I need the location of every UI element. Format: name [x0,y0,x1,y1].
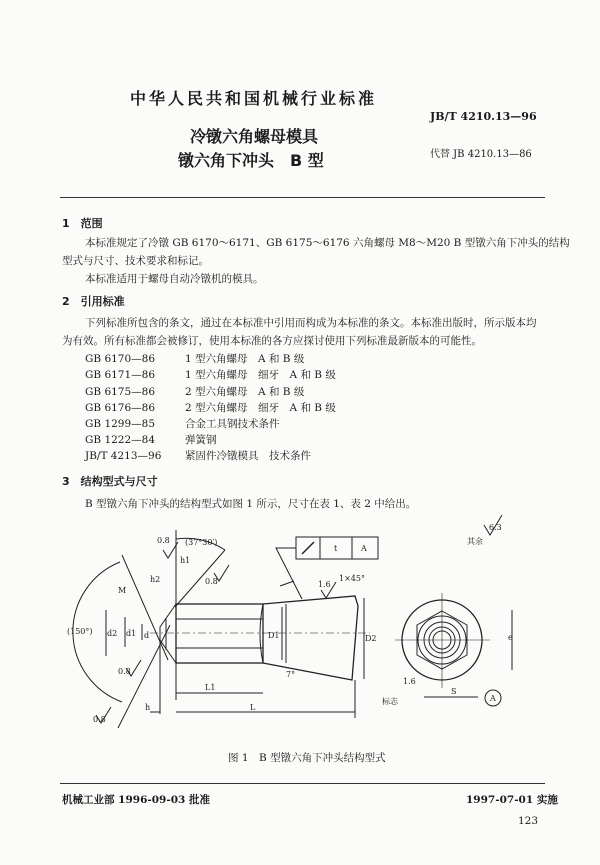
section-2-heading: 2 引用标准 [62,295,125,308]
section-1-heading: 1 范围 [62,217,103,230]
reference-title: 2 型六角螺母 细牙 A 和 B 级 [185,402,336,414]
reference-title: 合金工具钢技术条件 [185,418,280,430]
other-surfaces-label: 其余 [467,537,483,546]
roughness-1.6-label: 1.6 [403,677,416,686]
e-label: e [508,633,513,642]
page-number: 123 [518,815,539,827]
roughness-0.8-label: 0.8 [118,667,131,676]
section-1-paragraph: 本标准适用于螺母自动冷镦机的模具。 [85,273,264,285]
L1-label: L1 [205,683,216,692]
reference-title: 弹簧钢 [185,434,217,446]
footer-divider [60,783,545,784]
approval-date: 机械工业部 1996-09-03 批准 [62,794,210,806]
S-label: S [451,687,457,696]
roughness-6.3-label: 6.3 [489,523,502,532]
standard-number: JB/T 4210.13—96 [430,110,537,123]
h2-label: h2 [150,575,161,584]
reference-title: 2 型六角螺母 A 和 B 级 [185,386,305,398]
reference-title: 1 型六角螺母 A 和 B 级 [185,353,305,365]
document-title-line1: 冷镦六角螺母模具 [190,127,319,146]
reference-code: GB 1299—85 [85,418,156,430]
figure-caption: 图 1 B 型镦六角下冲头结构型式 [228,752,386,764]
document-title-line2: 镦六角下冲头 B 型 [178,151,324,170]
roughness-0.8-label: 0.8 [157,536,170,545]
reference-title: 1 型六角螺母 细牙 A 和 B 级 [185,369,336,381]
section-1-paragraph: 型式与尺寸、技术要求和标记。 [62,255,209,267]
industry-standard-heading: 中华人民共和国机械行业标准 [130,89,378,108]
effective-date: 1997-07-01 实施 [466,794,558,806]
reference-code: GB 6176—86 [85,402,156,414]
datum-a-label: A [490,694,496,703]
d1-label: d1 [126,629,137,638]
reference-code: GB 6171—86 [85,369,156,381]
angle-37-30-label: (37°30′) [185,538,218,547]
reference-code: GB 6175—86 [85,386,156,398]
angle-150-label: (150°) [67,627,93,636]
reference-title: 紧固件冷镦模具 技术条件 [185,450,311,462]
reference-code: GB 1222—84 [85,434,156,446]
roughness-0.8-label: 0.8 [93,715,106,724]
tolerance-datum-label: A [361,544,367,553]
h-label: h [145,703,151,712]
chamfer-label: 1×45° [339,574,365,583]
reference-code: GB 6170—86 [85,353,156,365]
replaces-standard: 代替 JB 4210.13—86 [430,149,532,160]
section-3-paragraph: B 型镦六角下冲头的结构型式如图 1 所示，尺寸在表 1、表 2 中给出。 [85,498,417,510]
punch-side-view [73,530,378,728]
D1-label: D1 [268,631,280,640]
marking-label: 标志 [382,697,398,706]
section-2-paragraph: 为有效。所有标准都会被修订，使用本标准的各方应探讨使用下列标准最新版本的可能性。 [62,335,482,347]
roughness-0.8-label: 0.8 [205,577,218,586]
taper-angle-label: 7° [286,670,296,679]
section-1-paragraph: 本标准规定了冷镦 GB 6170～6171、GB 6175～6176 六角螺母 M8～M20 B 型镦六角下冲头的结构 [85,237,570,249]
roughness-1.6-label: 1.6 [318,580,331,589]
section-2-paragraph: 下列标准所包含的条文，通过在本标准中引用而构成为本标准的条文。本标准出版时，所示版本均 [85,317,537,329]
reference-code: JB/T 4213—96 [85,450,162,462]
m-label: M [118,586,127,595]
tolerance-value-label: t [334,544,338,553]
h1-label: h1 [180,556,191,565]
D2-label: D2 [365,634,377,643]
section-3-heading: 3 结构型式与尺寸 [62,475,158,488]
d2-label: d2 [107,629,118,638]
d-label: d [144,631,150,640]
roughness-symbols [96,515,502,723]
L-label: L [250,703,256,712]
